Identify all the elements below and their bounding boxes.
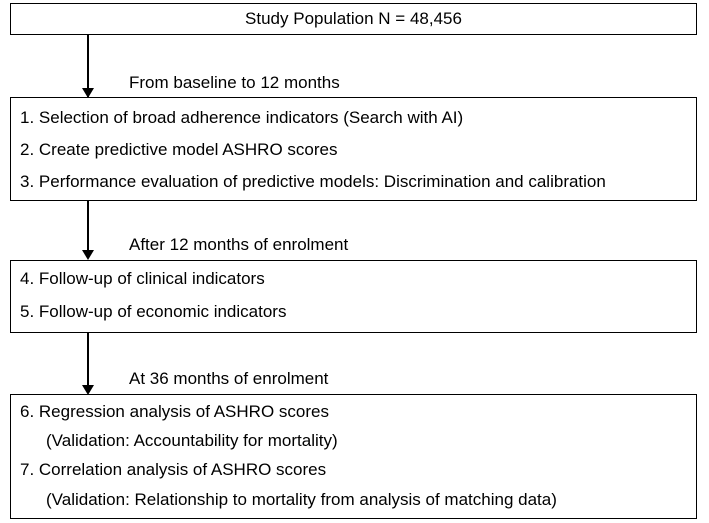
phase3-item-7-validation: (Validation: Relationship to mortality from analysis of matching data) <box>46 490 557 509</box>
phase2-box <box>10 260 697 333</box>
phase1-item-1: 1. Selection of broad adherence indicators (Search with AI) <box>20 108 464 127</box>
study-population-text: Study Population N = 48,456 <box>245 9 462 28</box>
arrow-3 <box>82 333 94 395</box>
phase1-item-2: 2. Create predictive model ASHRO scores <box>20 140 338 159</box>
phase2-item-4: 4. Follow-up of clinical indicators <box>20 269 265 288</box>
phase1-label: From baseline to 12 months <box>129 73 340 92</box>
phase2-label: After 12 months of enrolment <box>129 235 349 254</box>
phase3-item-6-validation: (Validation: Accountability for mortality) <box>46 431 338 450</box>
phase1-item-3: 3. Performance evaluation of predictive models: Discrimination and calibration <box>20 172 606 191</box>
phase3-item-7: 7. Correlation analysis of ASHRO scores <box>20 460 327 479</box>
study-population-box <box>10 3 697 35</box>
phase2-item-5: 5. Follow-up of economic indicators <box>20 302 287 321</box>
phase3-label: At 36 months of enrolment <box>129 369 329 388</box>
arrow-2 <box>82 201 94 260</box>
phase1-box <box>10 97 697 201</box>
phase3-item-6: 6. Regression analysis of ASHRO scores <box>20 402 329 421</box>
phase3-box <box>10 394 697 519</box>
arrow-1 <box>82 34 94 98</box>
